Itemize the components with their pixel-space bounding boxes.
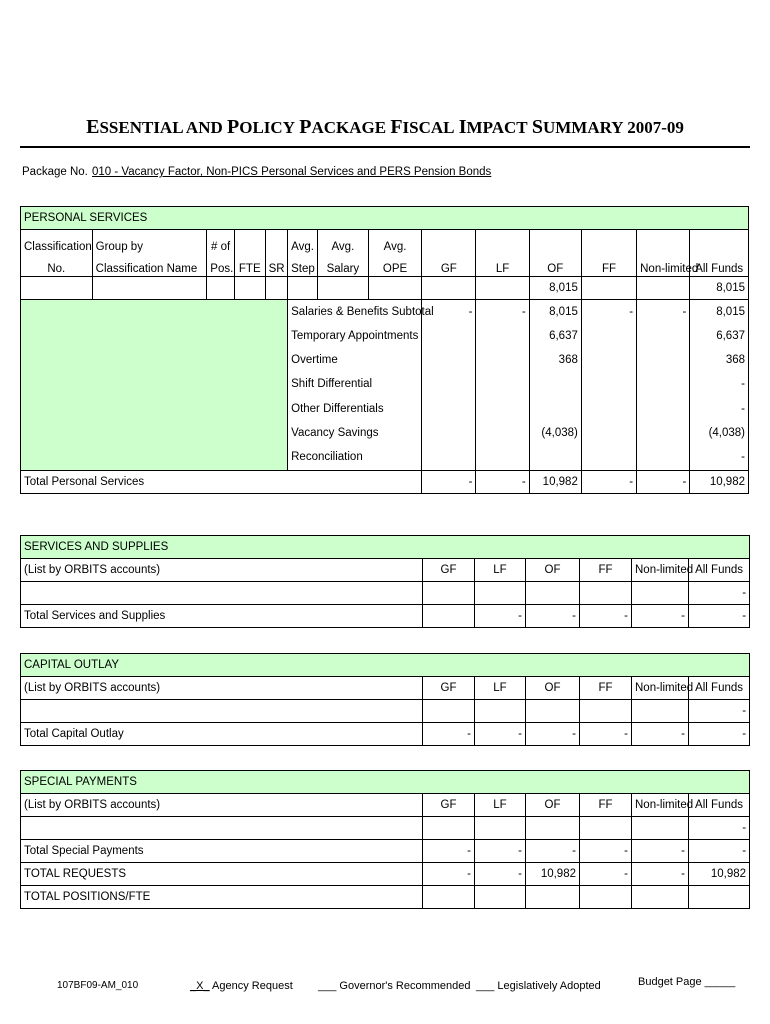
col-salary: Avg. (317, 230, 368, 255)
col-step-2: Step (288, 254, 318, 277)
section-heading: SPECIAL PAYMENTS (21, 771, 750, 794)
table-row: Temporary Appointments 6,637 6,637 (21, 324, 749, 348)
table-row: Salaries & Benefits Subtotal - - 8,015 - - 8,015 (21, 300, 749, 325)
table-row: Vacancy Savings (4,038) (4,038) (21, 421, 749, 445)
table-row: Shift Differential - (21, 373, 749, 397)
capital-outlay-table: CAPITAL OUTLAY (List by ORBITS accounts) GF LF OF FF Non-limited All Funds - Total Capital Outlay - - - - - - (20, 653, 750, 746)
agency-request-mark: _X_ Agency Request (190, 980, 293, 992)
table-row: Other Differentials - (21, 397, 749, 421)
line-label: Reconciliation (288, 446, 422, 471)
section-heading: PERSONAL SERVICES (21, 207, 749, 230)
table-row: - (21, 817, 750, 840)
title-text: UMMARY 2007-09 (542, 118, 684, 137)
table-row: - (21, 700, 750, 723)
total-row: Total Services and Supplies - - - - - (21, 605, 750, 628)
total-label: Total Services and Supplies (21, 605, 423, 628)
total-row: Total Special Payments - - - - - - (21, 840, 750, 863)
package-label: Package No. (22, 166, 88, 178)
total-label: TOTAL REQUESTS (21, 863, 423, 886)
col-group: Group by (92, 230, 207, 255)
total-label: Total Personal Services (21, 471, 422, 494)
total-label: Total Special Payments (21, 840, 423, 863)
title-initial: E (86, 116, 100, 138)
package-value: 010 - Vacancy Factor, Non-PICS Personal Services and PERS Pension Bonds (92, 166, 492, 178)
col-classification: Classification (21, 230, 93, 255)
title-text: ACKAGE (311, 118, 391, 137)
total-row: Total Capital Outlay - - - - - - (21, 723, 750, 746)
title-text: ISCAL (402, 118, 459, 137)
line-label: Temporary Appointments (288, 324, 422, 348)
col-ope-2: OPE (368, 254, 421, 277)
line-label: Shift Differential (288, 373, 422, 397)
title-initial: F (390, 116, 403, 138)
special-payments-table: SPECIAL PAYMENTS (List by ORBITS accounts) GF LF OF FF Non-limited All Funds - Total Special Payments - - - - - - TOTAL REQUESTS - - 10,982 - - 10,982 TOTAL POSITIONS/FTE (20, 770, 750, 909)
col-gf: GF (422, 254, 476, 277)
line-label: Other Differentials (288, 397, 422, 421)
cell-of: 8,015 (529, 277, 581, 300)
title-initial: S (531, 116, 543, 138)
section-note: (List by ORBITS accounts) (21, 794, 423, 817)
section-note: (List by ORBITS accounts) (21, 559, 423, 582)
title-text: SSENTIAL AND (99, 118, 228, 137)
title-initial: P (299, 116, 312, 138)
governors-recommended: ___ Governor's Recommended (318, 980, 471, 992)
section-note: (List by ORBITS accounts) (21, 677, 423, 700)
total-label: TOTAL POSITIONS/FTE (21, 886, 423, 909)
line-label: Vacancy Savings (288, 421, 422, 445)
col-fte: FTE (234, 254, 265, 277)
col-nonlimited: Non-limited (637, 254, 690, 277)
form-id: 107BF09-AM_010 (57, 980, 139, 991)
section-heading: SERVICES AND SUPPLIES (21, 536, 750, 559)
cell-all: 8,015 (690, 277, 749, 300)
col-salary-2: Salary (317, 254, 368, 277)
services-supplies-table: SERVICES AND SUPPLIES (List by ORBITS accounts) GF LF OF FF Non-limited All Funds - Total Services and Supplies - - - - - (20, 535, 750, 628)
total-label: Total Capital Outlay (21, 723, 423, 746)
title-text: OLICY (239, 118, 300, 137)
total-requests-row: TOTAL REQUESTS - - 10,982 - - 10,982 (21, 863, 750, 886)
title-underline (20, 146, 750, 148)
col-step: Avg. (288, 230, 318, 255)
page-title (0, 116, 770, 139)
line-label: Overtime (288, 349, 422, 373)
title-text: MPACT (466, 118, 532, 137)
col-classification-2: No. (21, 254, 93, 277)
col-allfunds: All Funds (690, 254, 749, 277)
table-row: Overtime 368 368 (21, 349, 749, 373)
table-row: Reconciliation - (21, 446, 749, 471)
col-lf: LF (476, 254, 529, 277)
total-row: Total Personal Services - - 10,982 - - 10,982 (21, 471, 749, 494)
col-of: OF (529, 254, 581, 277)
table-row (21, 277, 749, 300)
table-row: - (21, 582, 750, 605)
col-pos-2: Pos. (207, 254, 235, 277)
col-pos: # of (207, 230, 235, 255)
title-initial: P (227, 116, 240, 138)
legislatively-adopted: ___ Legislatively Adopted (476, 980, 601, 992)
col-group-2: Classification Name (92, 254, 207, 277)
personal-services-table (20, 206, 749, 494)
col-ff: FF (581, 254, 636, 277)
title-initial: I (458, 116, 467, 138)
section-heading: CAPITAL OUTLAY (21, 654, 750, 677)
line-label: Salaries & Benefits Subtotal (288, 300, 422, 325)
col-ope: Avg. (368, 230, 421, 255)
col-sr: SR (265, 254, 288, 277)
total-positions-row (21, 886, 750, 909)
budget-page: Budget Page _____ (638, 976, 736, 988)
